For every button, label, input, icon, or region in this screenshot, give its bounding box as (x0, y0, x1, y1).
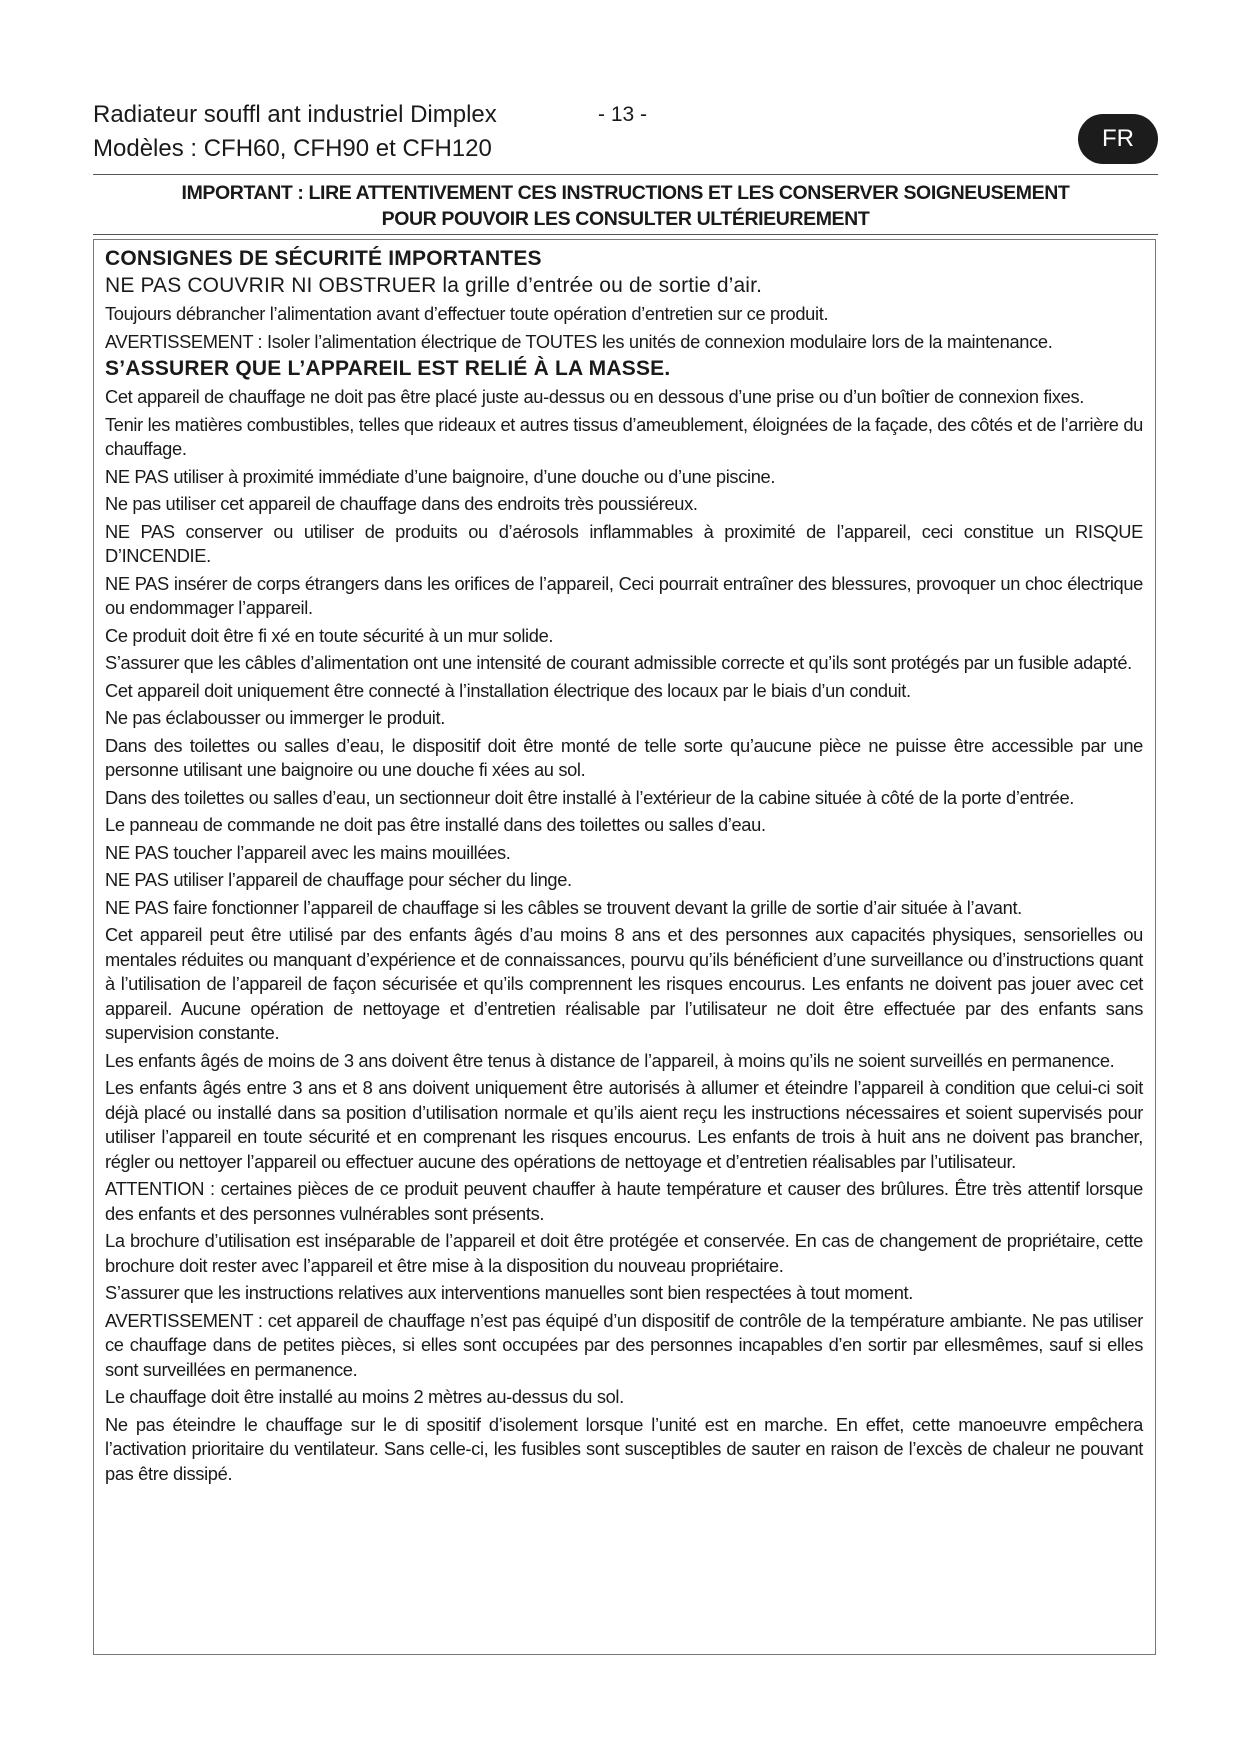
instruction-paragraph: NE PAS faire fonctionner l’appareil de chauffage si les câbles se trouvent devant la grille de sortie d’air située à l’avant. (105, 896, 1022, 918)
instruction-paragraph: Ne pas éclabousser ou immerger le produit. (105, 707, 445, 728)
instruction-paragraph: Toujours débrancher l’alimentation avant d’effectuer toute opération d’entretien sur ce produit. (105, 303, 829, 324)
instruction-paragraph: S’assurer que les câbles d’alimentation ont une intensité de courant admissible correcte et qu’ils sont protégés par un fusible adapté. (105, 652, 1132, 673)
important-notice (93, 180, 1158, 232)
instruction-paragraph: NE PAS utiliser à proximité immédiate d’une baignoire, d’une douche ou d’une piscine. (105, 465, 776, 487)
instruction-paragraph: Ne pas utiliser cet appareil de chauffage dans des endroits très poussiéreux. (105, 493, 698, 514)
lead-warning: NE PAS COUVRIR NI OBSTRUER la grille d’entrée ou de sortie d’air. (105, 274, 763, 297)
ground-warning: S’ASSURER QUE L’APPAREIL EST RELIÉ À LA MASSE. (105, 357, 671, 380)
important-notice-line: IMPORTANT : LIRE ATTENTIVEMENT CES INSTRUCTIONS ET LES CONSERVER SOIGNEUSEMENT (181, 182, 1070, 204)
instruction-paragraph: Les enfants âgés entre 3 ans et 8 ans doivent uniquement être autorisés à allumer et éteindre l’appareil à condition que celui-ci soit déjà placé ou installé dans sa position d’utilisation normale et qu’ils aient reçu les instructions nécessaires et soient supervisés pour utiliser l’appareil en toute sécurité et en comprenant les risques encourus. Les enfants de trois à huit ans ne doivent pas brancher, régler ou nettoyer l’appareil ou effectuer aucune des opérations de nettoyage et d’entretien réalisables par l’utilisateur. (105, 1077, 1143, 1172)
header-divider (93, 174, 1158, 175)
instruction-paragraph: Ne pas éteindre le chauffage sur le di spositif d’isolement lorsque l’unité est en marche. En effet, cette manoeuvre empêchera l’activation prioritaire du ventilateur. Sans celle-ci, les fusibles sont susceptibles de sauter en raison de l’excès de chaleur ne pouvant pas être dissipé. (105, 1413, 1143, 1484)
language-badge: FR (1078, 114, 1158, 164)
instruction-paragraph: NE PAS insérer de corps étrangers dans les orifices de l’appareil, Ceci pourrait entraîner des blessures, provoquer un choc électrique ou endommager l’appareil. (105, 572, 1143, 618)
instruction-paragraph: Cet appareil peut être utilisé par des enfants âgés d’au moins 8 ans et des personnes aux capacités physiques, sensorielles ou mentales réduites ou manquant d’expérience et de connaissances, pourvu qu’ils bénéficient d’une surveillance ou d’instructions quant à l’utilisation de l’appareil de façon sécurisée et qu’ils comprennent les risques encourus. Les enfants ne doivent pas jouer avec cet appareil. Aucune opération de nettoyage et d’entretien réalisable par l’utilisateur ne doit être effectuée par des enfants sans supervision constante. (105, 924, 1143, 1043)
instruction-paragraph: Cet appareil doit uniquement être connecté à l’installation électrique des locaux par le biais d’un conduit. (105, 679, 911, 701)
instruction-paragraph: Le panneau de commande ne doit pas être installé dans des toilettes ou salles d’eau. (105, 814, 766, 835)
instruction-paragraph: NE PAS toucher l’appareil avec les mains mouillées. (105, 841, 511, 863)
instruction-paragraph: AVERTISSEMENT : cet appareil de chauffage n’est pas équipé d’un dispositif de contrôle de la température ambiante. Ne pas utiliser ce chauffage dans de petites pièces, si elles sont occupées par des personnes incapables d’en sortir par ellesmêmes, sauf si elles sont surveillées en permanence. (105, 1309, 1143, 1380)
page-number: - 13 - (598, 103, 648, 126)
instruction-paragraph: NE PAS utiliser l’appareil de chauffage pour sécher du linge. (105, 869, 572, 890)
instruction-paragraph: Cet appareil de chauffage ne doit pas être placé juste au-dessus ou en dessous d’une prise ou d’un boîtier de connexion fixes. (105, 386, 1084, 407)
instruction-paragraph: Dans des toilettes ou salles d’eau, un sectionneur doit être installé à l’extérieur de la cabine située à côté de la porte d’entrée. (105, 786, 1075, 808)
section-title: CONSIGNES DE SÉCURITÉ IMPORTANTES (105, 247, 542, 270)
instruction-paragraph: La brochure d’utilisation est inséparable de l’appareil et doit être protégée et conservée. En cas de changement de propriétaire, cette brochure doit rester avec l’appareil et être mise à la disposition du nouveau propriétaire. (105, 1230, 1143, 1276)
instruction-paragraph: S’assurer que les instructions relatives aux interventions manuelles sont bien respectées à tout moment. (105, 1282, 914, 1303)
safety-content (105, 246, 1143, 1486)
important-notice-line: POUR POUVOIR LES CONSULTER ULTÉRIEUREMENT (381, 208, 870, 230)
instruction-paragraph: NE PAS conserver ou utiliser de produits ou d’aérosols inflammables à proximité de l’appareil, ceci constitue un RISQUE D’INCENDIE. (105, 520, 1143, 566)
document-title: Radiateur souffl ant industriel Dimplex (93, 101, 497, 128)
instruction-paragraph: AVERTISSEMENT : Isoler l’alimentation électrique de TOUTES les unités de connexion modulaire lors de la maintenance. (105, 330, 1053, 352)
instruction-list (105, 385, 1143, 1486)
instruction-paragraph: ATTENTION : certaines pièces de ce produit peuvent chauffer à haute température et causer des brûlures. Être très attentif lorsque des enfants et des personnes vulnérables sont présents. (105, 1178, 1143, 1224)
instruction-paragraph: Dans des toilettes ou salles d’eau, le dispositif doit être monté de telle sorte qu’aucune pièce ne puisse être accessible par une personne utilisant une baignoire ou une douche fi xées au sol. (105, 734, 1143, 780)
model-list: Modèles : CFH60, CFH90 et CFH120 (93, 135, 492, 162)
instruction-paragraph: Les enfants âgés de moins de 3 ans doivent être tenus à distance de l’appareil, à moins qu’ils ne soient surveillés en permanence. (105, 1049, 1115, 1071)
page-header (93, 100, 1158, 172)
instruction-paragraph: Le chauffage doit être installé au moins 2 mètres au-dessus du sol. (105, 1386, 624, 1407)
notice-divider (93, 234, 1158, 235)
safety-instructions-box (93, 239, 1156, 1655)
instruction-paragraph: Tenir les matières combustibles, telles que rideaux et autres tissus d’ameublement, éloignées de la façade, des côtés et de l’arrière du chauffage. (105, 413, 1143, 459)
instruction-paragraph: Ce produit doit être fi xé en toute sécurité à un mur solide. (105, 624, 554, 646)
